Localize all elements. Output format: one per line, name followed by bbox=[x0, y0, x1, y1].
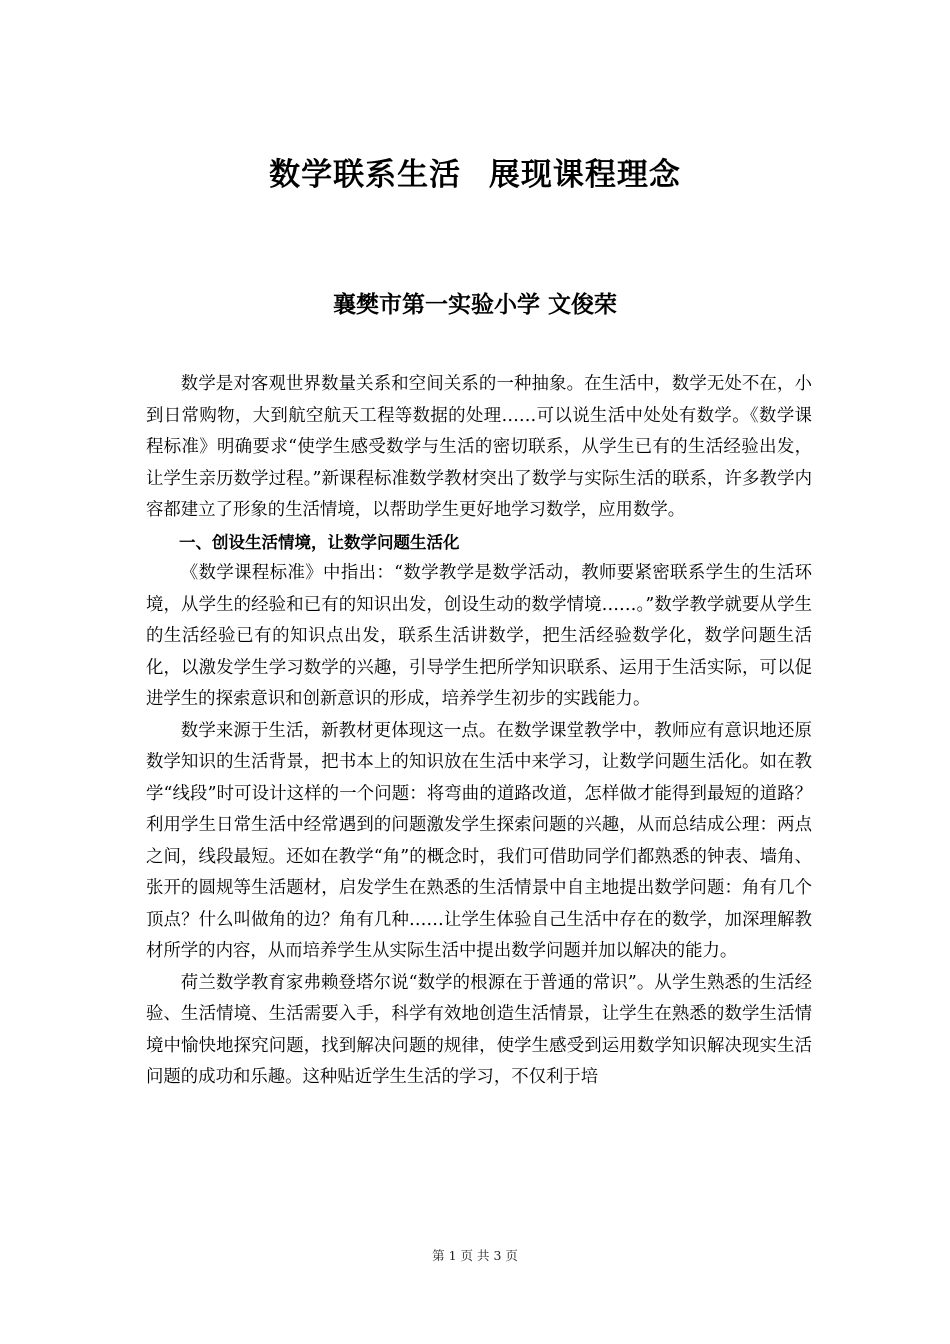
paragraph: 荷兰数学教育家弗赖登塔尔说“数学的根源在于普通的常识”。从学生熟悉的生活经验、生活情境、生活需要入手，科学有效地创造生活情景，让学生在熟悉的数学生活情境中愉快地探究问题，找到解决问题的规律，使学生感受到运用数学知识解决现实生活问题的成功和乐趣。这种贴近学生生活的学习，不仅利于培 bbox=[146, 972, 812, 1087]
section-heading: 一、创设生活情境，让数学问题生活化 bbox=[179, 532, 460, 552]
paragraph-intro: 数学是对客观世界数量关系和空间关系的一种抽象。在生活中，数学无处不在，小到日常购物，大到航空航天工程等数据的处理……可以说生活中处处有数学。《数学课程标准》明确要求“使学生感受数学与生活的密切联系，从学生已有的生活经验出发，让学生亲历数学过程。”新课程标准数学教材突出了数学与实际生活的联系，许多教学内容都建立了形象的生活情境，以帮助学生更好地学习数学，应用数学。 bbox=[146, 374, 812, 520]
paragraph: 数学来源于生活，新教材更体现这一点。在数学课堂教学中，教师应有意识地还原数学知识的生活背景，把书本上的知识放在生活中来学习，让数学问题生活化。如在教学“线段”时可设计这样的一个问题：将弯曲的道路改道，怎样做才能得到最短的道路？利用学生日常生活中经常遇到的问题激发学生探索问题的兴趣，从而总结成公理：两点之间，线段最短。还如在教学“角”的概念时，我们可借助同学们都熟悉的钟表、墙角、张开的圆规等生活题材，启发学生在熟悉的生活情景中自主地提出数学问题：角有几个顶点？什么叫做角的边？角有几种……让学生体验自己生活中存在的数学，加深理解教材所学的内容，从而培养学生从实际生活中提出数学问题并加以解决的能力。 bbox=[146, 720, 812, 961]
document-body bbox=[146, 369, 812, 1094]
document-title: 数学联系生活 展现课程理念 bbox=[269, 157, 681, 193]
author-line: 襄樊市第一实验小学 文俊荣 bbox=[332, 292, 617, 318]
paragraph: 《数学课程标准》中指出：“数学教学是数学活动，教师要紧密联系学生的生活环境，从学生的经验和已有的知识出发，创设生动的数学情境……。”数学教学就要从学生的生活经验已有的知识点出发，联系生活讲数学，把生活经验数学化，数学问题生活化，以激发学生学习数学的兴趣，引导学生把所学知识联系、运用于生活实际，可以促进学生的探索意识和创新意识的形成，培养学生初步的实践能力。 bbox=[146, 563, 812, 709]
page-number-footer: 第 1 页 共 3 页 bbox=[432, 1248, 518, 1263]
